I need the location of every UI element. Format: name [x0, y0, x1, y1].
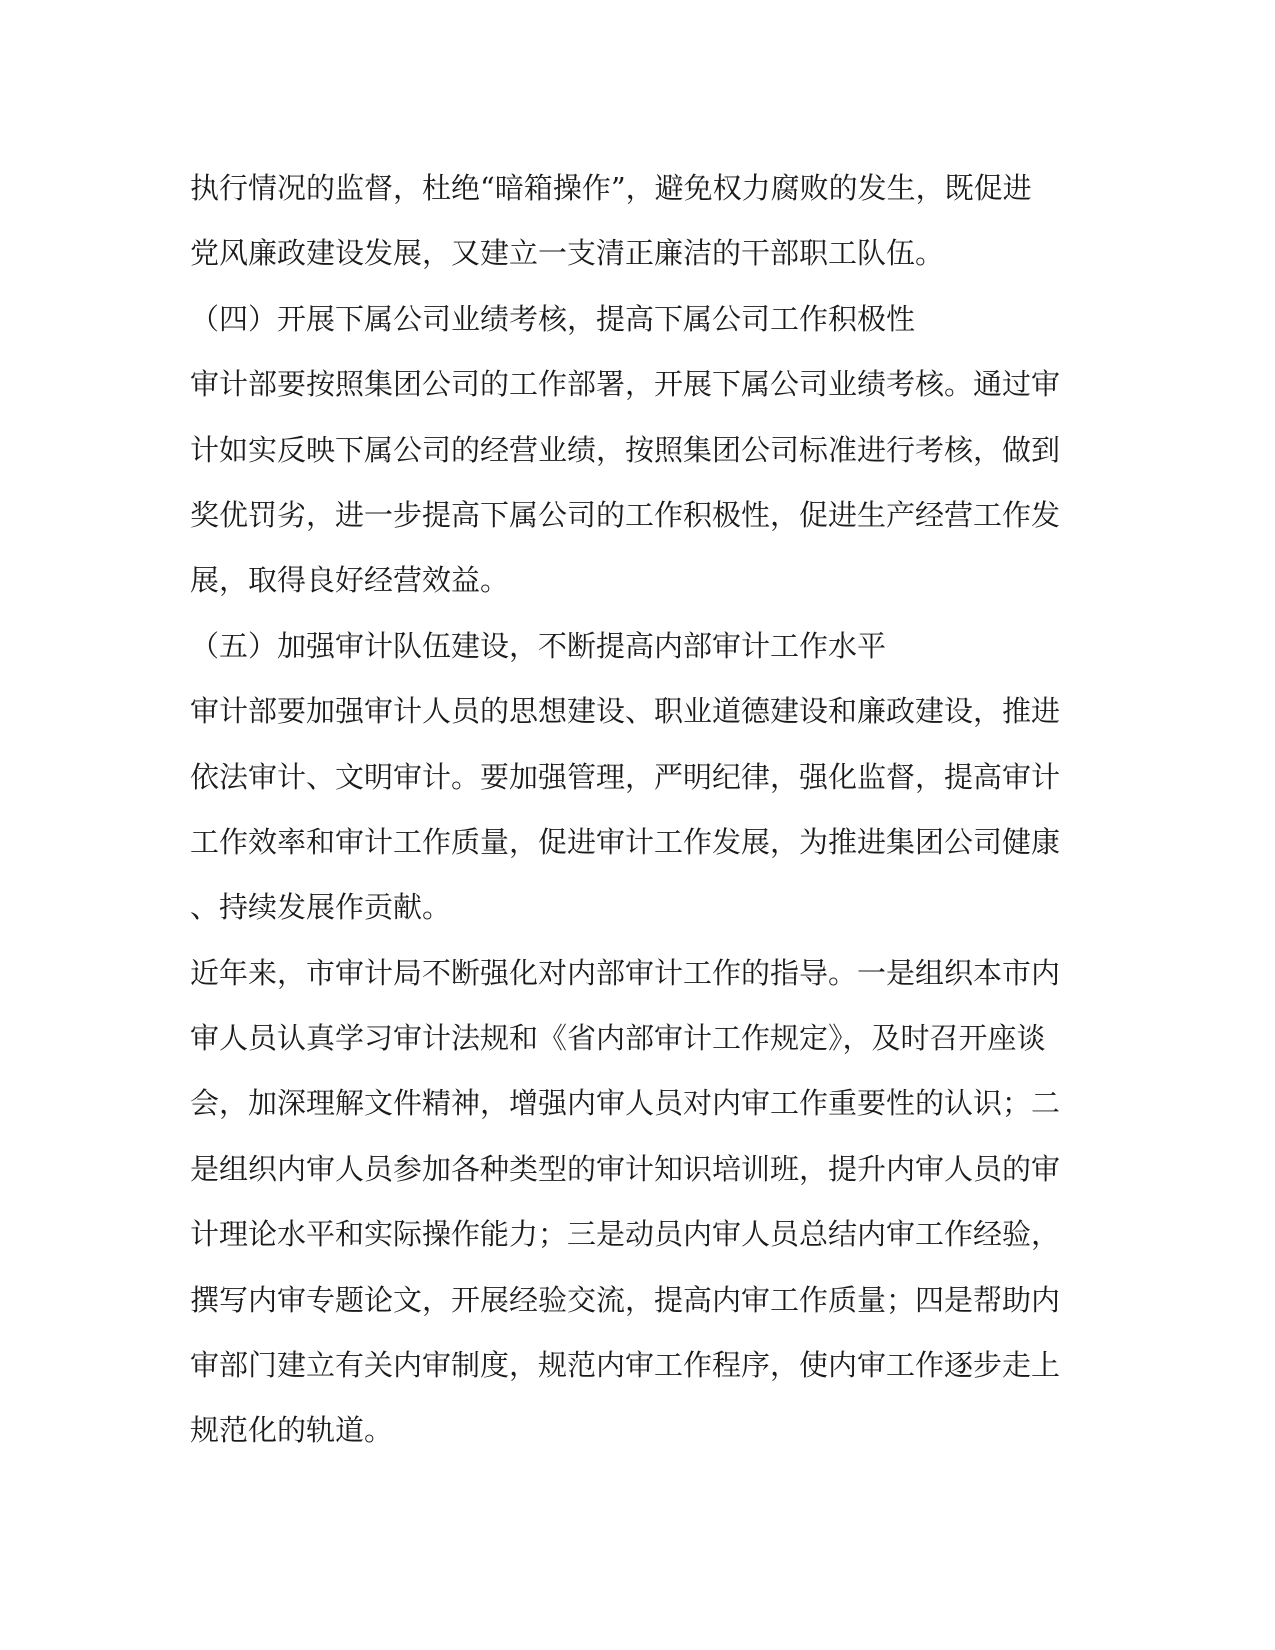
text-line: 党风廉政建设发展，又建立一支清正廉洁的干部职工队伍。	[190, 236, 945, 271]
text-line: 审人员认真学习审计法规和《省内部审计工作规定》，及时召开座谈	[190, 1021, 1046, 1056]
text-line: 规范化的轨道。	[190, 1413, 394, 1448]
section-heading: （五）加强审计队伍建设，不断提高内部审计工作水平	[190, 628, 887, 663]
text-line: 撰写内审专题论文，开展经验交流，提高内审工作质量；四是帮助内	[190, 1282, 1061, 1317]
text-line: 审计部要按照集团公司的工作部署，开展下属公司业绩考核。通过审	[190, 367, 1061, 402]
section-heading: （四）开展下属公司业绩考核，提高下属公司工作积极性	[190, 301, 916, 336]
text-line: 、持续发展作贡献。	[190, 890, 452, 925]
text-line: 近年来，市审计局不断强化对内部审计工作的指导。一是组织本市内	[190, 955, 1061, 990]
text-line: 奖优罚劣，进一步提高下属公司的工作积极性，促进生产经营工作发	[190, 497, 1061, 532]
text-line: 展，取得良好经营效益。	[190, 563, 510, 598]
text-line: 执行情况的监督，杜绝“暗箱操作”，避免权力腐败的发生，既促进	[190, 171, 1032, 205]
text-line: 会，加深理解文件精神，增强内审人员对内审工作重要性的认识；二	[190, 1086, 1061, 1121]
text-line: 计如实反映下属公司的经营业绩，按照集团公司标准进行考核，做到	[190, 432, 1061, 467]
document-body	[190, 156, 1070, 1464]
text-line: 工作效率和审计工作质量，促进审计工作发展，为推进集团公司健康	[190, 824, 1061, 859]
text-line: 是组织内审人员参加各种类型的审计知识培训班，提升内审人员的审	[190, 1151, 1061, 1186]
text-line: 依法审计、文明审计。要加强管理，严明纪律，强化监督，提高审计	[190, 759, 1061, 794]
text-line: 审计部要加强审计人员的思想建设、职业道德建设和廉政建设，推进	[190, 694, 1061, 729]
text-line: 计理论水平和实际操作能力；三是动员内审人员总结内审工作经验，	[190, 1217, 1061, 1252]
text-line: 审部门建立有关内审制度，规范内审工作程序，使内审工作逐步走上	[190, 1348, 1061, 1383]
